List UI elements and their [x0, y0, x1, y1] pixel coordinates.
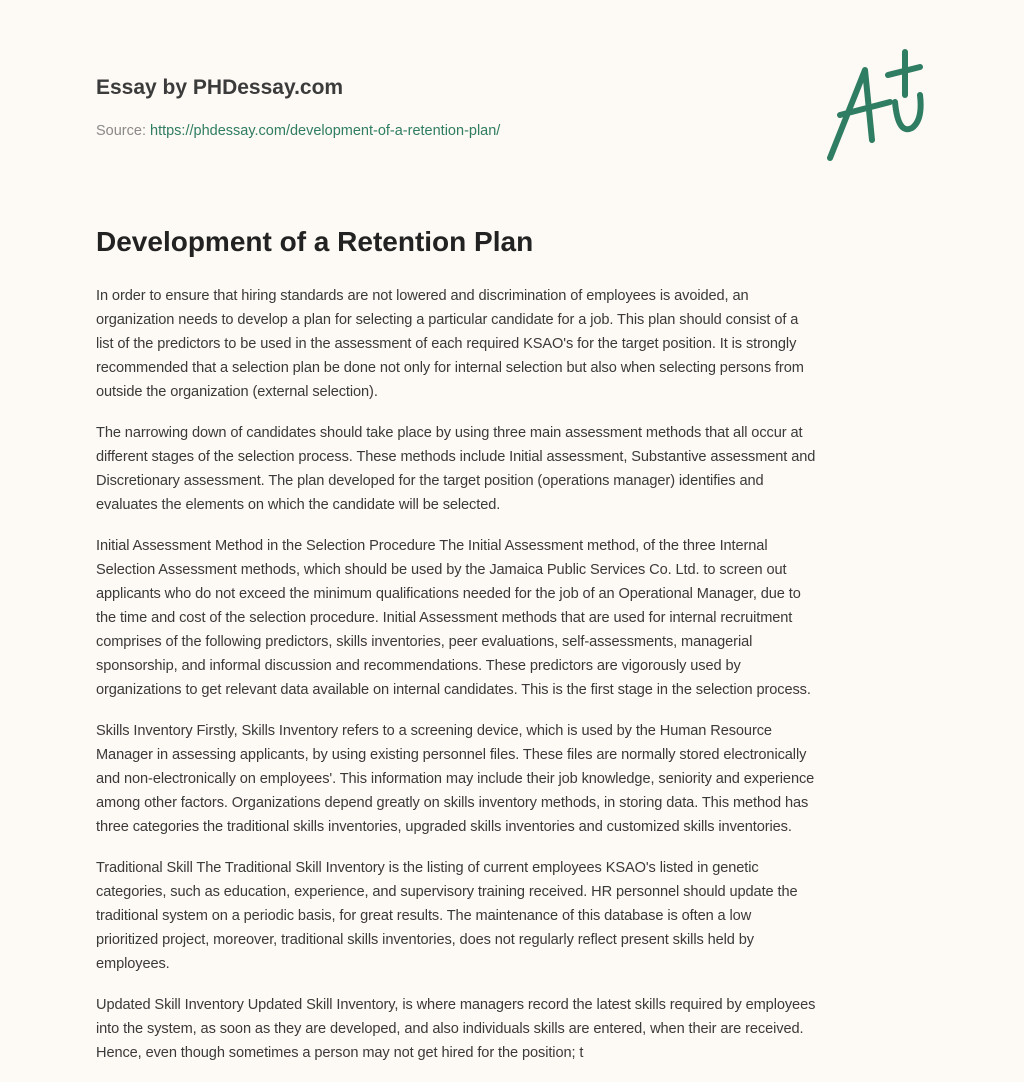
- paragraph-line: employees.: [96, 956, 170, 972]
- paragraph-line: outside the organization (external selection).: [96, 384, 378, 400]
- paragraph-line: list of the predictors to be used in the assessment of each required KSAO's for the target position. It is strongly: [96, 336, 797, 352]
- paragraph-line: applicants who do not exceed the minimum qualifications needed for the job of an Operational Manager, due to: [96, 586, 801, 602]
- paragraph-line: The narrowing down of candidates should take place by using three main assessment methods that all occur at: [96, 425, 803, 441]
- page-title: Development of a Retention Plan: [96, 226, 534, 257]
- essay-paragraph: [96, 534, 936, 702]
- paragraph-line: Traditional Skill The Traditional Skill Inventory is the listing of current employees KSAO's listed in genetic: [96, 860, 759, 876]
- a-plus-logo-icon: [820, 40, 930, 170]
- essay-paragraph: [96, 993, 936, 1065]
- paragraph-line: Skills Inventory Firstly, Skills Inventory refers to a screening device, which is used by the Human Resource: [96, 723, 772, 739]
- paragraph-line: sponsorship, and informal discussion and recommendations. These predictors are vigorously used by: [96, 658, 741, 674]
- paragraph-line: prioritized project, moreover, traditional skills inventories, does not regularly reflect present skills held by: [96, 932, 754, 948]
- paragraph-line: Updated Skill Inventory Updated Skill Inventory, is where managers record the latest skills required by employees: [96, 997, 816, 1013]
- essay-paragraph: [96, 719, 936, 839]
- paragraph-line: recommended that a selection plan be done not only for internal selection but also when selecting persons from: [96, 360, 804, 376]
- paragraph-line: Manager in assessing applicants, by using existing personnel files. These files are normally stored electronically: [96, 747, 807, 763]
- paragraph-line: Selection Assessment methods, which should be used by the Jamaica Public Services Co. Ltd. to screen out: [96, 562, 787, 578]
- source-link[interactable]: https://phdessay.com/development-of-a-retention-plan/: [150, 123, 501, 139]
- site-brand: Essay by PHDessay.com: [96, 76, 344, 99]
- paragraph-line: evaluates the elements on which the candidate will be selected.: [96, 497, 501, 513]
- paragraph-line: the time and cost of the selection procedure. Initial Assessment methods that are used for internal recruitment: [96, 610, 793, 626]
- paragraph-line: Initial Assessment Method in the Selection Procedure The Initial Assessment method, of the three Internal: [96, 538, 768, 554]
- source-label: Source:: [96, 123, 150, 139]
- essay-body: [96, 284, 936, 1082]
- essay-paragraph: [96, 856, 936, 976]
- essay-paragraph: [96, 421, 936, 517]
- essay-paragraph: [96, 284, 936, 404]
- source-line: [96, 123, 500, 139]
- paragraph-line: organization needs to develop a plan for selecting a particular candidate for a job. This plan should consist of a: [96, 312, 799, 328]
- paragraph-line: In order to ensure that hiring standards are not lowered and discrimination of employees is avoided, an: [96, 288, 749, 304]
- paragraph-line: three categories the traditional skills inventories, upgraded skills inventories and customized skills inventories.: [96, 819, 792, 835]
- paragraph-line: among other factors. Organizations depend greatly on skills inventory methods, in storing data. This method has: [96, 795, 809, 811]
- paragraph-line: into the system, as soon as they are developed, and also individuals skills are entered, when their are received.: [96, 1021, 804, 1037]
- paragraph-line: Discretionary assessment. The plan developed for the target position (operations manager) identifies and: [96, 473, 764, 489]
- paragraph-line: organizations to get relevant data available on internal candidates. This is the first stage in the selection process.: [96, 682, 811, 698]
- paragraph-line: comprises of the following predictors, skills inventories, peer evaluations, self-assessments, managerial: [96, 634, 753, 650]
- paragraph-line: traditional system on a periodic basis, for great results. The maintenance of this database is often a low: [96, 908, 752, 924]
- paragraph-line: and non-electronically on employees'. This information may include their job knowledge, seniority and experience: [96, 771, 815, 787]
- paragraph-line: different stages of the selection process. These methods include Initial assessment, Substantive assessment and: [96, 449, 816, 465]
- paragraph-line: categories, such as education, experience, and supervisory training received. HR personnel should update the: [96, 884, 798, 900]
- paragraph-line: Hence, even though sometimes a person may not get hired for the position; t: [96, 1045, 584, 1061]
